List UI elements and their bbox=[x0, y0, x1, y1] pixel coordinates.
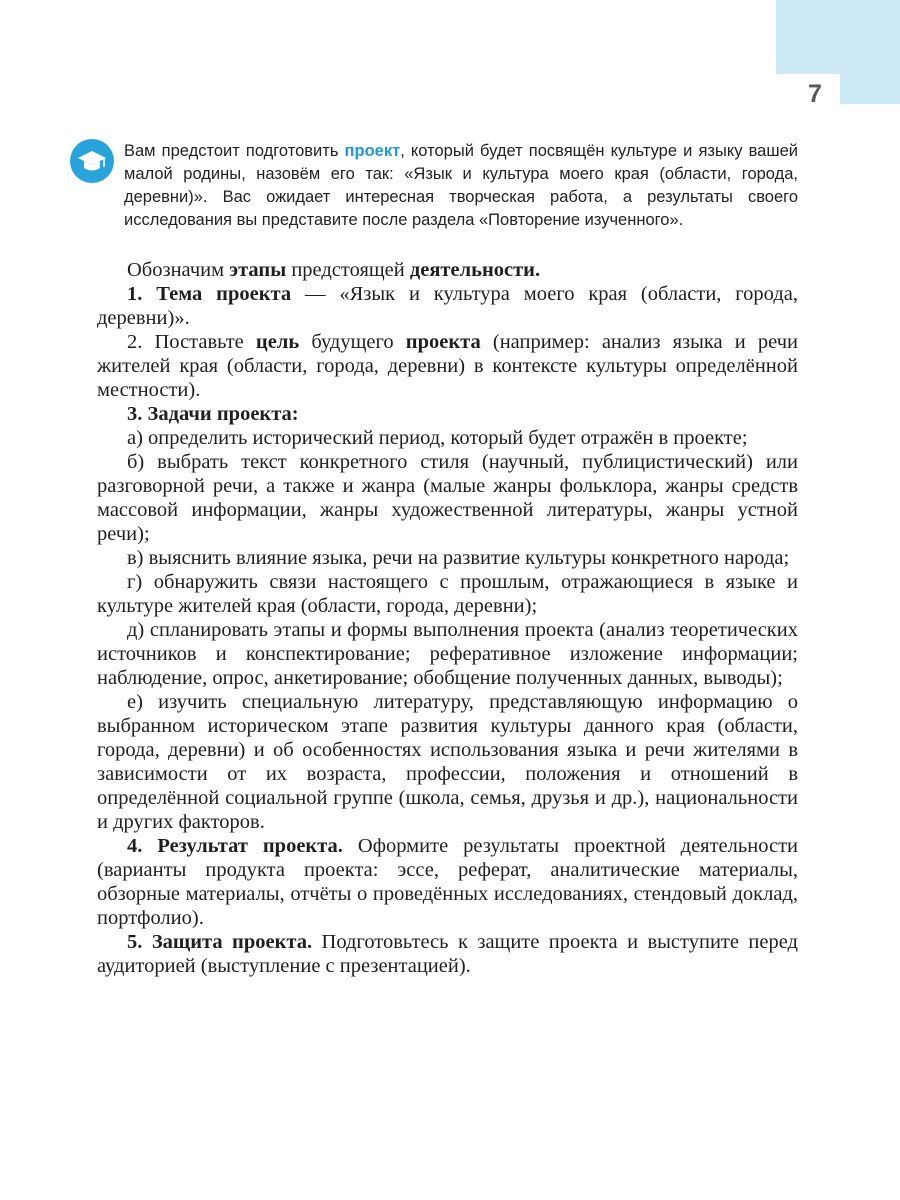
task-item: а) определить исторический период, который будет отражён в проекте; bbox=[127, 427, 748, 449]
stage-2-bold-goal: цель bbox=[255, 331, 300, 353]
task-item: д) спланировать этапы и формы выполнения проекта (анализ теоретических источников и конспектирование; реферативное изложение информации; наблюдение, опрос, анкетирование; обобщение полученных данных, выводы); bbox=[97, 619, 798, 689]
stage-3 bbox=[97, 402, 798, 426]
stage-5 bbox=[97, 930, 798, 978]
stage-5-label: 5. Защита проекта. bbox=[127, 931, 313, 953]
stage-2-text-e: (например: анализ языка и речи жителей края (области, города, деревни) в контексте культуры определённой местности). bbox=[97, 331, 799, 401]
stage-4 bbox=[97, 834, 798, 930]
corner-tab bbox=[776, 0, 900, 74]
project-intro bbox=[124, 140, 798, 232]
stage-1 bbox=[97, 282, 798, 330]
graduation-cap-icon bbox=[70, 139, 114, 183]
stages-lead-bold-stages: этапы bbox=[229, 259, 287, 281]
stage-2-text-a: 2. Поставьте bbox=[127, 331, 256, 353]
task-item: е) изучить специальную литературу, представляющую информацию о выбранном историческом этапе развития культуры данного края (области, города, деревни) и об особенностях использования языка и речи жителями в зависимости от их возраста, профессии, положения и отношений в определённой социальной группе (школа, семья, друзья и др.), национальности и других факторов. bbox=[97, 691, 798, 833]
stages-lead-text-2: предстоящей bbox=[286, 259, 410, 281]
stages-lead-text: Обозначим bbox=[127, 259, 230, 281]
page-number-tab bbox=[840, 74, 900, 104]
intro-highlight-project: проект bbox=[344, 142, 401, 160]
stage-1-label: 1. Тема проекта bbox=[127, 283, 292, 305]
task-item: г) обнаружить связи настоящего с прошлым, отражающиеся в языке и культуре жителей края (области, города, деревни); bbox=[97, 571, 798, 617]
intro-text-start: Вам предстоит подготовить bbox=[124, 142, 345, 160]
task-item: б) выбрать текст конкретного стиля (научный, публицистический) или разговорной речи, а также и жанра (малые жанры фольклора, жанры средств массовой информации, жанры художественной литературы, жанры устной речи); bbox=[97, 451, 798, 545]
stage-3-label: 3. Задачи проекта: bbox=[127, 403, 299, 425]
stage-4-label: 4. Результат проекта. bbox=[127, 835, 343, 857]
stages-lead bbox=[97, 258, 798, 282]
stage-2-bold-project: проекта bbox=[405, 331, 481, 353]
stages-lead-bold-activity: деятельности. bbox=[409, 259, 541, 281]
project-stages bbox=[97, 258, 798, 978]
stage-2 bbox=[97, 330, 798, 402]
stage-1-text: — «Язык и культура моего края (области, города, деревни)». bbox=[97, 283, 798, 329]
intro-text-end: , который будет посвящён культуре и языку вашей малой родины, назовём его так: «Язык и культура моего края (области, города, деревни)». Вас ожидает интересная творческая работа, а результаты своего исследования вы представите после раздела «Повторение изученного». bbox=[124, 142, 798, 229]
page-number: 7 bbox=[808, 80, 822, 108]
task-item: в) выяснить влияние языка, речи на развитие культуры конкретного народа; bbox=[127, 547, 790, 569]
stage-2-text-c: будущего bbox=[299, 331, 406, 353]
stage-4-text: Оформите результаты проектной деятельности (варианты продукта проекта: эссе, реферат, аналитические материалы, обзорные материалы, отчёты о проведённых исследованиях, стендовый доклад, портфолио). bbox=[97, 835, 798, 929]
stage-5-text: Подготовьтесь к защите проекта и выступите перед аудиторией (выступление с презентацией). bbox=[97, 931, 798, 977]
